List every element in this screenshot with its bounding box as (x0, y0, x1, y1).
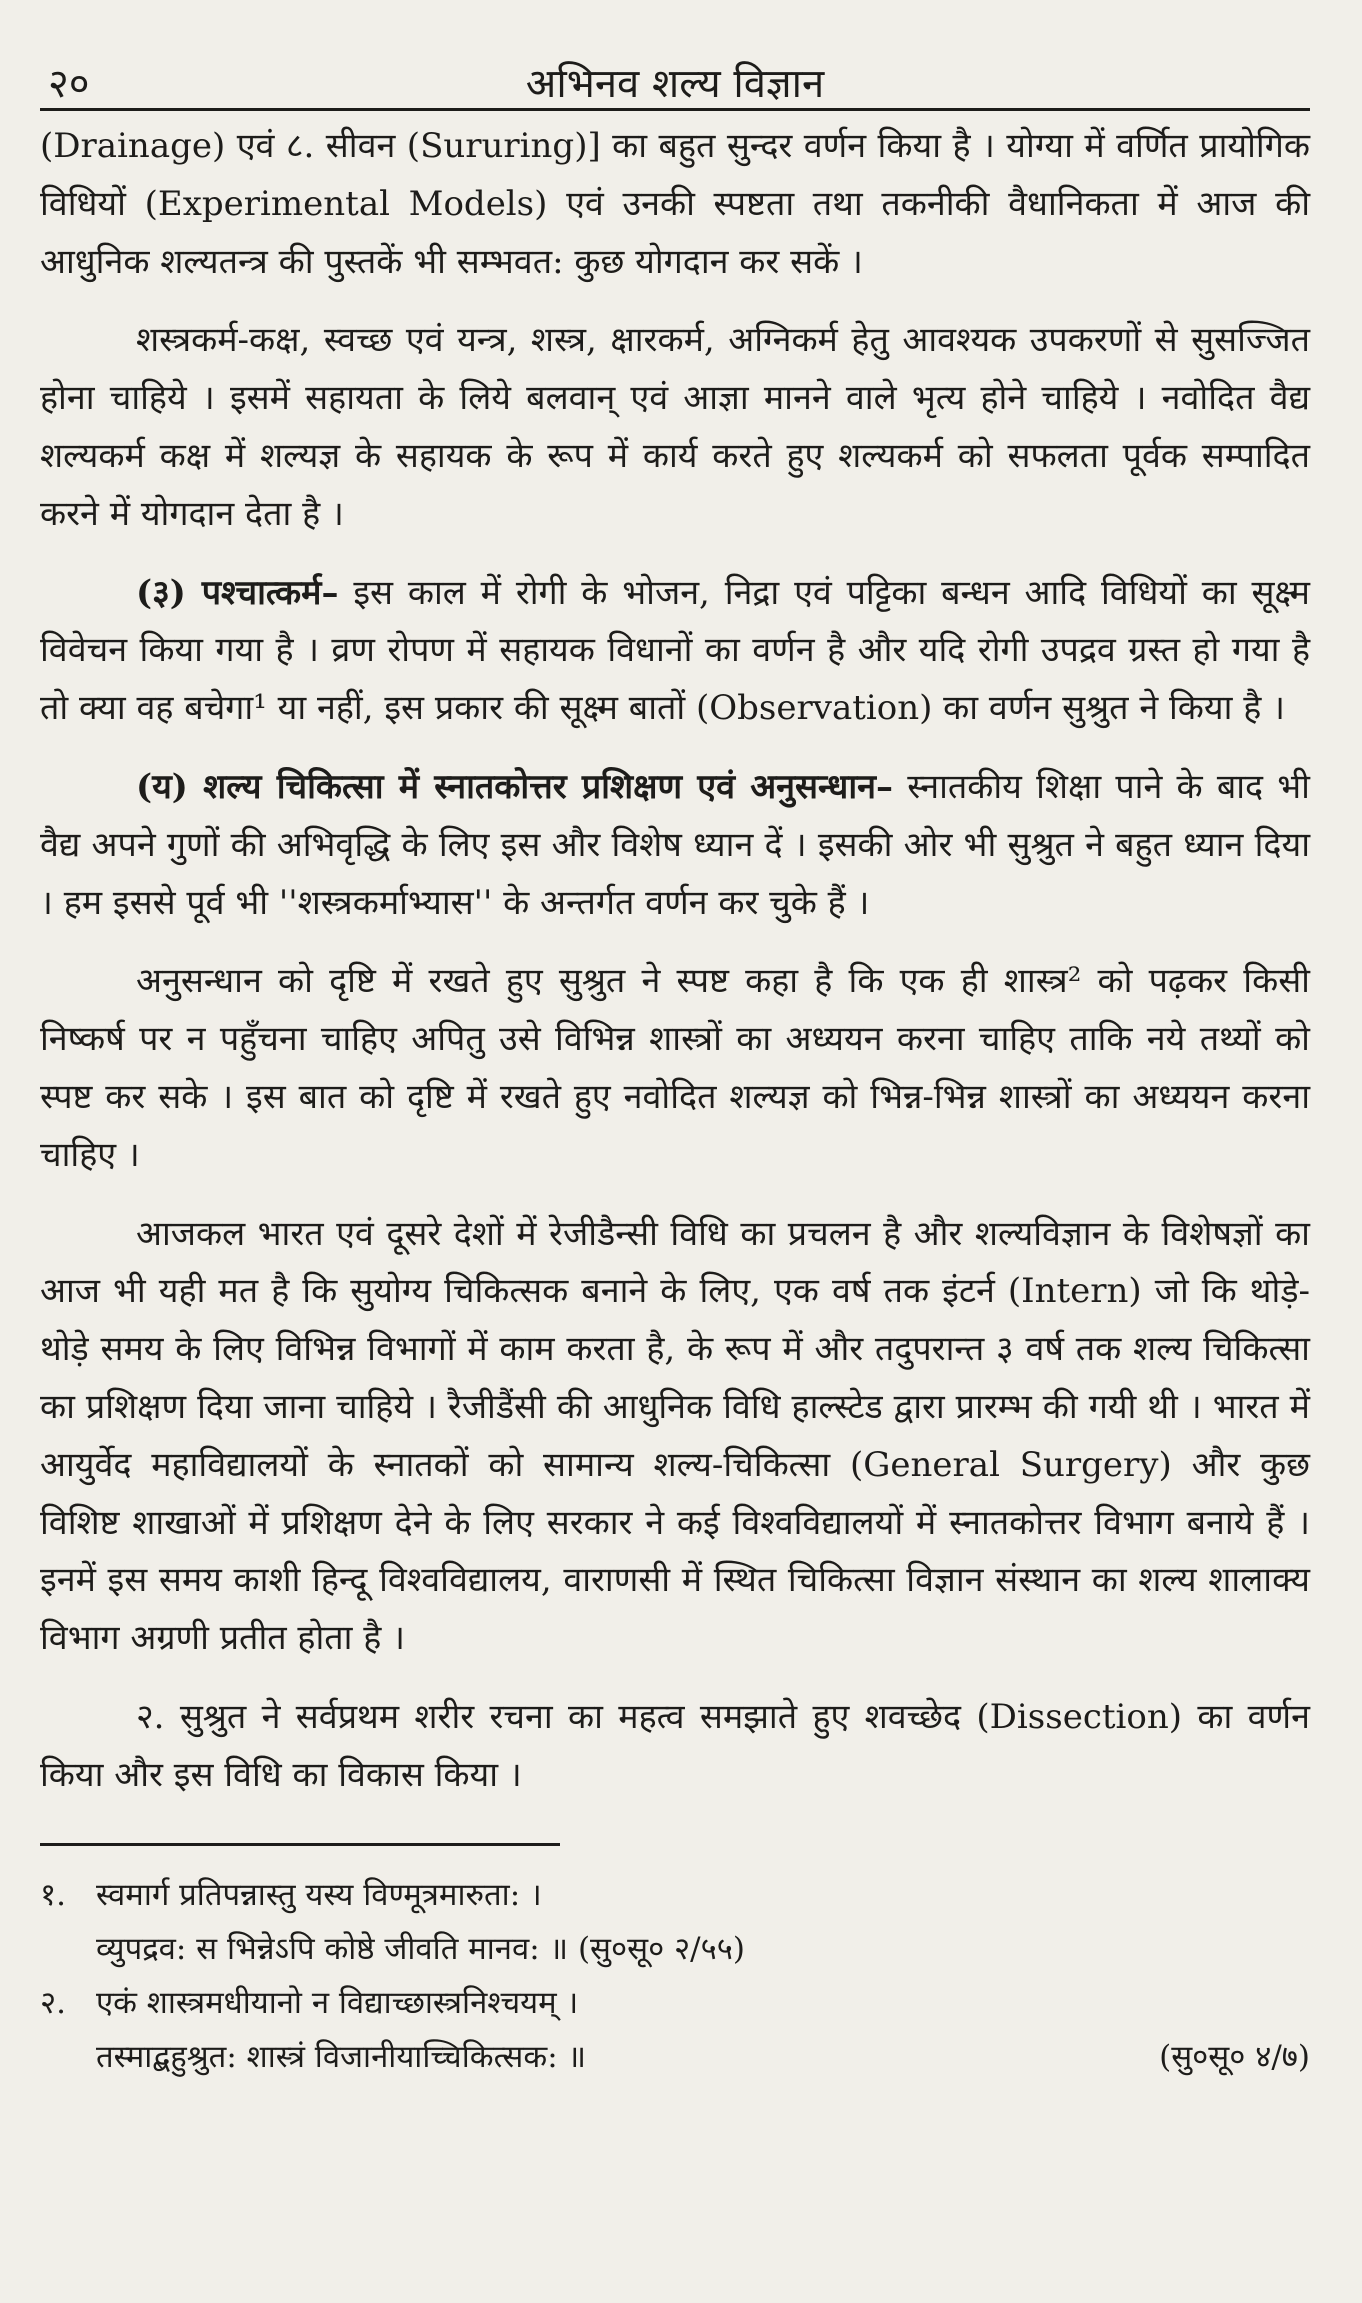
paragraph: शस्त्रकर्म-कक्ष, स्वच्छ एवं यन्त्र, शस्त्र, क्षारकर्म, अग्निकर्म हेतु आवश्यक उपकरणों से सुसज्जित होना चाहिये । इसमें सहायता के लिये बलवान् एवं आज्ञा मानने वाले भृत्य होने चाहिये । नवोदित वैद्य शल्यकर्म कक्ष में शल्यज्ञ के सहायक के रूप में कार्य करते हुए शल्यकर्म को सफलता पूर्वक सम्पादित करने में योगदान देता है । (40, 320, 1310, 534)
footnote-verse-line: स्वमार्ग प्रतिपन्नास्तु यस्य विण्मूत्रमारुता: । (96, 1876, 542, 1913)
paragraph: २. सुश्रुत ने सर्वप्रथम शरीर रचना का महत्व समझाते हुए शवच्छेद (Dissection) का वर्णन किया और इस विधि का विकास किया । (40, 1696, 1310, 1795)
paragraph (40, 759, 1310, 932)
header-rule (40, 108, 1310, 111)
footnote-verse-line: तस्माद्बहुश्रुत: शास्त्रं विजानीयाच्चिकित्सक: ॥ (96, 2038, 587, 2075)
footnote-rule (40, 1843, 560, 1846)
body-text (40, 118, 1310, 1805)
footnote-verse-line: एकं शास्त्रमधीयानो न विद्याच्छास्त्रनिश्चयम् । (96, 1984, 579, 2021)
section-heading: (य) शल्य चिकित्सा में स्नातकोत्तर प्रशिक्षण एवं अनुसन्धान– (136, 766, 894, 807)
footnote-verse-line: व्युपद्रव: स भिन्नेऽपि कोष्ठे जीवति मानव: ॥ (सु०सू० २/५५) (96, 1930, 745, 1967)
section-heading: (३) पश्चात्कर्म– (136, 572, 339, 613)
paragraph-text: स्नातकीय शिक्षा पाने के बाद भी वैद्य अपने गुणों की अभिवृद्धि के लिए इस और विशेष ध्यान दें । इसकी ओर भी सुश्रुत ने बहुत ध्यान दिया । हम इससे पूर्व भी ''शस्त्रकर्माभ्यास'' के अन्तर्गत वर्णन कर चुके हैं । (40, 766, 1310, 923)
page-number: २० (48, 61, 90, 107)
paragraph: (Drainage) एवं ८. सीवन (Sururing)] का बहुत सुन्दर वर्णन किया है । योग्या में वर्णित प्रायोगिक विधियों (Experimental Models) एवं उनकी स्पष्टता तथा तकनीकी वैधानिकता में आज की आधुनिक शल्यतन्त्र की पुस्तकें भी सम्भवत: कुछ योगदान कर सकें । (40, 126, 1310, 282)
running-title: अभिनव शल्य विज्ञान (525, 61, 825, 107)
paragraph (40, 565, 1310, 738)
paragraph: आजकल भारत एवं दूसरे देशों में रेजीडैन्सी विधि का प्रचलन है और शल्यविज्ञान के विशेषज्ञों का आज भी यही मत है कि सुयोग्य चिकित्सक बनाने के लिए, एक वर्ष तक इंटर्न (Intern) जो कि थोड़े-थोड़े समय के लिए विभिन्न विभागों में काम करता है, के रूप में और तदुपरान्त ३ वर्ष तक शल्य चिकित्सा का प्रशिक्षण दिया जाना चाहिये । रैजीडैंसी की आधुनिक विधि हाल्स्टेड द्वारा प्रारम्भ की गयी थी । भारत में आयुर्वेद महाविद्यालयों के स्नातकों को सामान्य शल्य-चिकित्सा (General Surgery) और कुछ विशिष्ट शाखाओं में प्रशिक्षण देने के लिए सरकार ने कई विश्वविद्यालयों में स्नातकोत्तर विभाग बनाये हैं । इनमें इस समय काशी हिन्दू विश्वविद्यालय, वाराणसी में स्थित चिकित्सा विज्ञान संस्थान का शल्य शालाक्य विभाग अग्रणी प्रतीत होता है । (40, 1213, 1310, 1659)
paragraph: अनुसन्धान को दृष्टि में रखते हुए सुश्रुत ने स्पष्ट कहा है कि एक ही शास्त्र² को पढ़कर किसी निष्कर्ष पर न पहुँचना चाहिए अपितु उसे विभिन्न शास्त्रों का अध्ययन करना चाहिए ताकि नये तथ्यों को स्पष्ट कर सके । इस बात को दृष्टि में रखते हुए नवोदित शल्यज्ञ को भिन्न-भिन्न शास्त्रों का अध्ययन करना चाहिए । (40, 961, 1310, 1175)
footnotes (40, 1868, 1310, 2084)
footnote-number: २. (40, 1984, 66, 2021)
footnote-number: १. (40, 1876, 66, 1913)
page-header (40, 0, 1310, 118)
footnote-reference: (सु०सू० ४/७) (1159, 2038, 1310, 2075)
paragraph-text: इस काल में रोगी के भोजन, निद्रा एवं पट्टिका बन्धन आदि विधियों का सूक्ष्म विवेचन किया गया है । व्रण रोपण में सहायक विधानों का वर्णन है और यदि रोगी उपद्रव ग्रस्त हो गया है तो क्या वह बचेगा¹ या नहीं, इस प्रकार की सूक्ष्म बातों (Observation) का वर्णन सुश्रुत ने किया है । (40, 572, 1311, 729)
footnote (40, 1868, 1310, 1976)
footnote (40, 1976, 1310, 2084)
